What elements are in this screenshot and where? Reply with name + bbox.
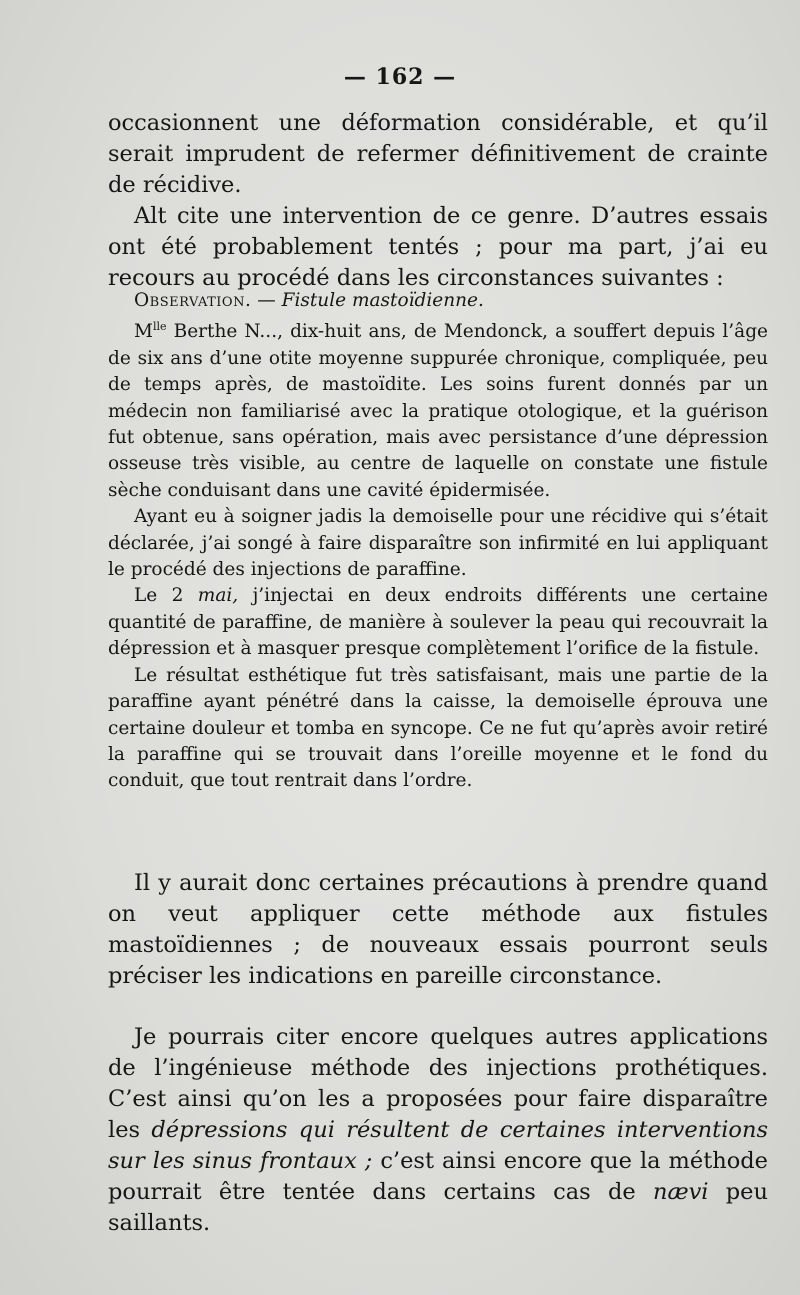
observation-paragraph-3-text: j’injectai en deux endroits différents une certaine quantité de paraffine, de manière à soulever la peau qui recouvrait la dépression et à masquer presque complètement l’orifice de la fistule. — [108, 585, 769, 660]
paragraph-alt-intervention: Alt cite une intervention de ce genre. D’autres essais ont été probablement tentés ; pour ma part, j’ai eu recours au procédé dans les circonstances suivantes : — [108, 203, 768, 291]
mlle-superscript: lle — [152, 320, 167, 334]
mlle-prefix: M — [134, 321, 153, 343]
date-month: mai, — [197, 585, 239, 607]
observation-title: Fistule mastoïdienne. — [281, 290, 484, 311]
observation-paragraph-2: Ayant eu à soigner jadis la demoiselle pour une récidive qui s’était déclarée, j’ai songé à faire disparaître son infirmité en lui appliquant le procédé des injections de paraffine. — [108, 506, 768, 581]
observation-label: Observation. — [134, 290, 252, 311]
final-text-a: Je pourrais citer encore quelques autres applications de l’ingénieuse méthode des injections prothétiques. C’est ainsi qu’on les a proposées pour faire disparaître les — [108, 1024, 768, 1143]
observation-paragraph-1 — [108, 314, 768, 504]
final-section — [108, 1022, 768, 1239]
page-number: — 162 — — [343, 64, 457, 90]
final-italic-naevi: nævi — [652, 1179, 709, 1205]
paragraph-other-applications — [108, 1022, 768, 1239]
observation-paragraph-4: Le résultat esthétique fut très satisfaisant, mais une partie de la paraffine ayant pénétré dans la caisse, la demoiselle éprouva une certaine douleur et tomba en syncope. Ce ne fut qu’après avoir retiré la paraffine qui se trouvait dans l’oreille moyenne et le fond du conduit, que tout rentrait dans l’ordre. — [108, 664, 768, 792]
paragraph-intro-continuation: occasionnent une déformation considérable, et qu’il serait imprudent de refermer définitivement de crainte de récidive. — [108, 110, 768, 198]
final-italic-depressions: dépressions qui résultent de certaines interventions sur les sinus frontaux ; — [108, 1117, 768, 1174]
observation-dash: — — [251, 290, 282, 311]
final-text-b: c’est ainsi encore que la méthode pourrait être tentée dans certains cas de — [108, 1148, 768, 1205]
date-prefix: Le 2 — [134, 585, 198, 607]
observation-paragraph-1-text: Berthe N..., dix-huit ans, de Mendonck, a souffert depuis l’âge de six ans d’une otite moyenne suppurée chronique, compliquée, peu de temps après, de mastoïdite. Les soins furent donnés par un médecin non familiarisé avec la pratique otologique, et la guérison fut obtenue, sans opération, mais avec persistance d’une dépression osseuse très visible, au centre de laquelle on constate une fistule sèche conduisant dans une cavité épidermisée. — [108, 321, 768, 501]
observation-paragraph-3 — [108, 583, 768, 662]
paragraph-conclusion: Il y aurait donc certaines précautions à prendre quand on veut appliquer cette méthode aux fistules mastoïdiennes ; de nouveaux essais pourront seuls préciser les indications en pareille circonstance. — [108, 870, 768, 989]
observation-heading — [108, 288, 768, 314]
observation-section — [108, 288, 768, 795]
final-text-c: peu saillants. — [108, 1179, 768, 1236]
conclusion-section — [108, 868, 768, 992]
intro-section — [108, 108, 768, 294]
